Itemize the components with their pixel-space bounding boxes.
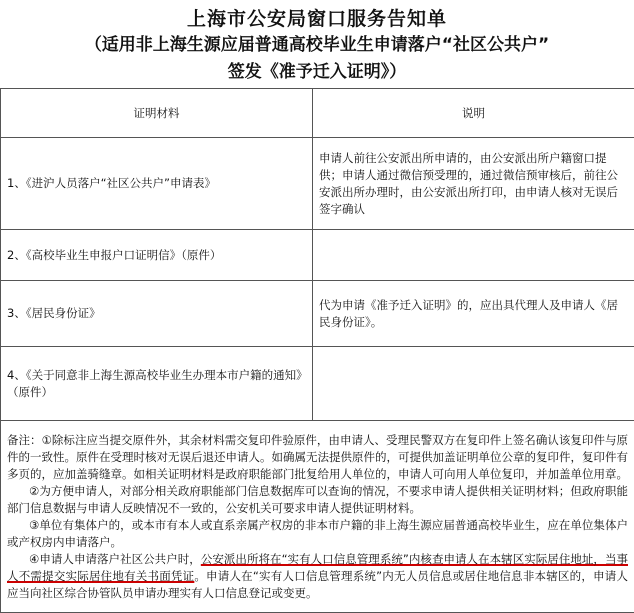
material-cell: 3、《居民身份证》 (1, 281, 313, 347)
remark-1: 备注：①除标注应当提交原件外，其余材料需交复印件验原件，由申请人、受理民警双方在复印件上签名确认该复印件与原件的一致性。原件在受理时核对无误后退还申请人。如确属无法提供原件的，可提供加盖证明单位公章的复印件，复印件有多页的，应加盖骑缝章。如相关证明材料是政府职能部门批复给用人单位的，申请人可向用人单位复印，并加盖单位用章。 (7, 432, 628, 483)
material-cell: 1、《进沪人员落户“社区公共户”申请表》 (1, 138, 313, 230)
note-cell: 申请人前往公安派出所申请的，由公安派出所户籍窗口提供；申请人通过微信预受理的，通过微信预审核后，前往公安派出所办理时，由公安派出所打印，由申请人核对无误后签字确认 (313, 138, 634, 230)
remarks-cell (1, 421, 634, 613)
material-cell: 4、《关于同意非上海生源高校毕业生办理本市户籍的通知》（原件） (1, 347, 313, 421)
remark-4-lead: ④申请人申请落户社区公共户时， (29, 552, 201, 566)
materials-table (0, 88, 634, 613)
remark-4-highlight: 公安派出所将在“实有人口信息管理系统”内核查申请人在本辖区实际居住地址，当事人不需提交实际居住地有关书面凭证 (7, 552, 628, 583)
table-row (1, 281, 634, 347)
page-subtitle: （适用非上海生源应届普通高校毕业生申请落户“社区公共户” (0, 33, 634, 57)
note-cell (313, 347, 634, 421)
header-notes: 说明 (313, 89, 634, 138)
header-materials: 证明材料 (1, 89, 313, 138)
material-cell: 2、《高校毕业生申报户口证明信》（原件） (1, 230, 313, 281)
note-cell (313, 230, 634, 281)
remark-2: ②为方便申请人，对部分相关政府职能部门信息数据库可以查询的情况，不要求申请人提供相关证明材料；但政府职能部门信息数据与申请人反映情况不一致的，公安机关可要求申请人提供证明材料。 (7, 483, 628, 517)
remarks-row (1, 421, 634, 613)
table-row (1, 230, 634, 281)
remark-4-tail: 。申请人在“实有人口信息管理系统”内无人员信息或居住地信息非本辖区的，申请人应当向社区综合协管队员申请办理实有人口信息登记或变更。 (7, 569, 628, 600)
remark-4 (7, 551, 628, 602)
table-header-row (1, 89, 634, 138)
page-subtitle-2: 签发《准予迁入证明》） (0, 60, 634, 84)
table-row (1, 138, 634, 230)
table-row (1, 347, 634, 421)
page-title: 上海市公安局窗口服务告知单 (0, 6, 634, 32)
note-cell: 代为申请《准予迁入证明》的，应出具代理人及申请人《居民身份证》。 (313, 281, 634, 347)
remark-3: ③单位有集体户的，或本市有本人或直系亲属产权房的非本市户籍的非上海生源应届普通高校毕业生，应在单位集体户或产权房内申请落户。 (7, 517, 628, 551)
